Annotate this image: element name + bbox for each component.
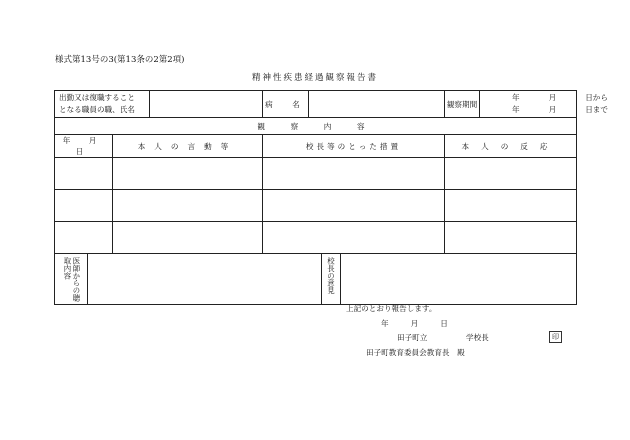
words-cell[interactable] [113,222,263,254]
form-code: 様式第13号の3(第13条の2第2項) [55,55,185,65]
period-field[interactable] [480,91,608,118]
seal-mark: 印 [549,331,562,343]
principal-opinion-label-cell [322,254,341,304]
words-cell[interactable] [113,190,263,222]
illness-label: 病 名 [263,91,309,118]
reaction-cell[interactable] [445,190,577,222]
measures-cell[interactable] [263,222,445,254]
measures-cell[interactable] [263,158,445,190]
position-name-label: 出勤又は復職すること となる職員の職、氏名 [55,91,150,118]
date-cell[interactable] [55,222,113,254]
period-from: 年 月 日から [512,93,608,102]
col-date: 年 月 日 [55,135,113,158]
position-name-field[interactable] [150,91,263,118]
addressee: 田子町教育委員会教育長 殿 [366,348,465,357]
illness-field[interactable] [309,91,445,118]
hearing-label-cell [55,254,88,304]
measures-cell[interactable] [263,190,445,222]
table-row [55,222,577,254]
observation-heading: 観 察 内 容 [55,118,577,135]
report-statement: 上記のとおり報告します。 [346,304,437,313]
words-cell[interactable] [113,158,263,190]
hearing-label: 医師からの聴取内容 [63,257,81,302]
col-reaction: 本人の反応 [445,135,577,158]
hearing-field[interactable] [88,254,322,304]
observation-report-table [54,90,608,305]
reaction-cell[interactable] [445,158,577,190]
reaction-cell[interactable] [445,222,577,254]
date-cell[interactable] [55,190,113,222]
col-principal-measures: 校長等のとった措置 [263,135,445,158]
period-label: 観察期間 [445,91,480,118]
date-cell[interactable] [55,158,113,190]
town-school-label: 田子町立 [397,333,428,342]
form-title: 精神性疾患経過観察報告書 [251,73,378,83]
principal-opinion-field[interactable] [341,254,576,304]
principal-label: 学校長 [466,333,489,342]
table-row [55,190,577,222]
principal-opinion-label: 校長の意見 [326,257,336,294]
table-row [55,158,577,190]
report-date: 年 月 日 [381,319,448,328]
period-to: 年 月 日まで [512,105,608,114]
col-words: 本人の言動等 [113,135,263,158]
